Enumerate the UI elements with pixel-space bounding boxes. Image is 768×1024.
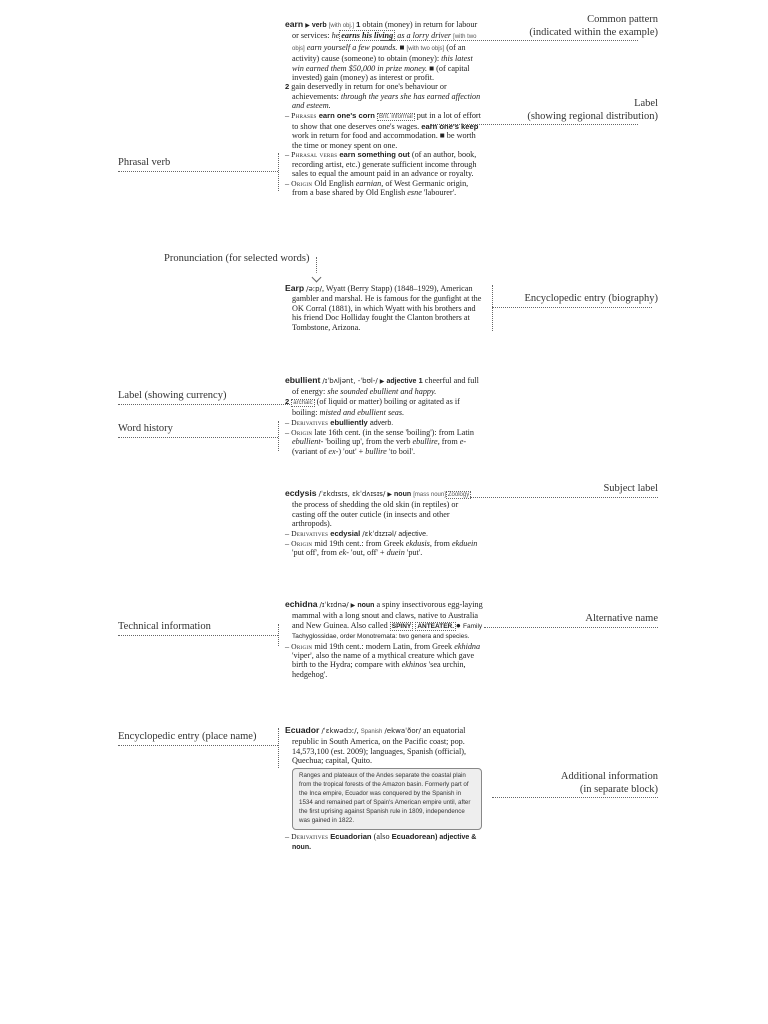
- section-label: Origin: [291, 539, 313, 549]
- annotation-word-history: [118, 423, 173, 436]
- leader-line: [118, 404, 292, 405]
- origin-text: 'put'.: [406, 548, 423, 558]
- annotation-label-regional: [527, 98, 658, 123]
- headword: echidna: [285, 599, 318, 609]
- leader-line: [380, 40, 638, 41]
- square-bullet: ■: [429, 63, 435, 73]
- definition: (of capital invested) gain (money) as interest or profit.: [292, 63, 470, 83]
- origin-text: ) 'out' +: [338, 446, 364, 456]
- leader-line: [430, 124, 638, 125]
- leader-bracket: [492, 285, 493, 331]
- origin-text: , from: [437, 437, 458, 447]
- origin-text: 'put off', from: [292, 548, 337, 558]
- bullet: ●: [456, 620, 461, 630]
- part-of-speech: adverb.: [369, 419, 394, 427]
- origin-text: 'labourer'.: [423, 187, 457, 197]
- part-of-speech: adjective.: [398, 530, 428, 538]
- entry-echidna: [285, 600, 483, 679]
- sense-number: 2: [285, 396, 290, 406]
- annotation-text: Word history: [118, 423, 173, 434]
- derivative-text: (also: [373, 832, 390, 841]
- origin-word: bullire: [365, 446, 387, 456]
- origin-text: , of West Germanic origin, from a base shared by Old English: [292, 178, 469, 197]
- derivative: ebulliently: [330, 417, 368, 427]
- annotation-text: Encyclopedic entry (place name): [118, 731, 257, 742]
- leader-bracket: [278, 624, 279, 646]
- origin-text: 'to boil'.: [388, 446, 416, 456]
- leader-line: [118, 635, 278, 636]
- origin-text: mid 19th cent.: from Greek: [314, 539, 404, 549]
- triangle-icon: ▶: [305, 23, 310, 29]
- origin-text: , from: [429, 539, 450, 549]
- definition: put in a lot of effort to show that one deserves one's wages.: [292, 110, 481, 132]
- derivative: ecdysial: [330, 528, 361, 538]
- square-bullet: ■: [399, 42, 405, 52]
- annotation-text: Pronunciation (for selected words): [164, 253, 310, 264]
- pronunciation: /əːp/: [306, 285, 322, 293]
- pronunciation: /ˈɛkdɪsɪs, ɛkˈdʌɪsɪs/: [318, 490, 386, 498]
- sense-number: 1: [356, 20, 361, 29]
- leader-bracket: [278, 153, 279, 191]
- example: she sounded ebullient and happy.: [327, 387, 437, 397]
- definition: work in return for food and accommodation.: [292, 131, 438, 141]
- origin-word: ekhinos: [401, 660, 427, 670]
- pronunciation: /ɪˈbʌljənt, -ˈbʊl-/: [322, 377, 378, 385]
- annotation-encyclopedic-place: [118, 731, 256, 744]
- headword: Ecuador: [285, 725, 320, 735]
- annotation-subject-label: [603, 483, 658, 496]
- technical-info: Family Tachyglossidae, order Monotremata: two genera and species.: [292, 622, 483, 641]
- origin-word: ekdusis: [405, 539, 430, 549]
- origin-text: Old English: [314, 178, 354, 188]
- grammar-label: [with obj.]: [328, 23, 355, 29]
- regional-label: Brit. informal: [378, 113, 413, 120]
- annotation-text: (indicated within the example): [529, 26, 658, 38]
- additional-info-box: [292, 768, 482, 830]
- leader-line: [118, 171, 278, 172]
- leader-line: [484, 627, 658, 628]
- annotation-text: Technical information: [118, 621, 211, 632]
- origin-text: 'boiling up', from the verb: [325, 437, 411, 447]
- headword: ebullient: [285, 375, 321, 385]
- annotation-common-pattern: [529, 14, 658, 39]
- annotation-text: Label: [634, 98, 658, 109]
- annotation-text: Label (showing currency): [118, 390, 227, 401]
- origin-word: e-: [459, 437, 467, 447]
- dash: –: [285, 110, 290, 120]
- origin-word: ekhidna: [454, 641, 481, 651]
- definition: a spiny insectivorous egg-laying mammal with a long snout and claws, native to Australia and New Guinea. Also called: [292, 600, 483, 630]
- origin-text: mid 19th cent.: modern Latin, from Greek: [314, 641, 453, 651]
- definition: an equatorial republic in South America, on the Pacific coast; pop. 14,573,100 (est. 2009); languages, Spanish (official), Quechua; capital, Quito.: [292, 726, 467, 766]
- annotation-text: Additional information: [560, 771, 658, 782]
- phrase: earn one's keep: [421, 122, 479, 132]
- entry-earp: [285, 284, 483, 332]
- annotation-label-currency: [118, 390, 226, 403]
- part-of-speech: ) adjective & noun.: [292, 834, 477, 852]
- origin-text: 'viper', also the name of a mythical creature which gave birth to the Hydra; compare with: [292, 651, 475, 670]
- annotation-alternative-name: [585, 613, 658, 626]
- leader-bracket: [278, 728, 279, 768]
- origin-word: esne: [407, 187, 422, 197]
- section-label: Origin: [291, 641, 313, 651]
- phrase: earn one's corn: [318, 110, 375, 120]
- definition: obtain (money) in return for labour or services:: [292, 20, 478, 41]
- example: he: [331, 31, 340, 41]
- grammar-label: [mass noun]: [413, 492, 446, 498]
- section-label: Derivatives: [291, 832, 329, 841]
- sense-number: 2: [285, 82, 290, 92]
- language-label: Spanish: [360, 729, 383, 735]
- leader-line: [492, 797, 658, 798]
- common-pattern: earns his living: [341, 31, 394, 41]
- example: earn yourself a few pounds.: [306, 42, 398, 52]
- definition: the process of shedding the old skin (in reptiles) or casting off the outer cuticle (in insects and other arthropods).: [292, 500, 459, 529]
- alternative-name: SPINY: [391, 622, 412, 630]
- pronunciation: /ekwaˈðor/: [384, 727, 421, 735]
- headword: ecdysis: [285, 488, 317, 498]
- annotation-text: Alternative name: [585, 613, 658, 624]
- annotation-technical-info: [118, 621, 211, 634]
- leader-line: [118, 437, 278, 438]
- annotation-pronunciation: [164, 253, 310, 266]
- headword: earn: [285, 19, 304, 29]
- entry-ecdysis: [285, 489, 483, 558]
- leader-line: [470, 497, 658, 498]
- annotation-additional-info: [561, 771, 658, 796]
- definition: (of liquid or matter) boiling or agitated as if boiling:: [292, 396, 460, 418]
- dash: –: [285, 539, 290, 549]
- dash: –: [285, 178, 290, 188]
- definition: be worth the time or money spent on one.: [292, 131, 476, 150]
- sense-number: 1: [418, 376, 423, 385]
- part-of-speech: noun: [357, 602, 375, 609]
- annotation-phrasal-verb: [118, 157, 170, 170]
- triangle-icon: ▶: [350, 603, 356, 609]
- part-of-speech: adjective: [386, 378, 417, 385]
- origin-word: duein: [386, 548, 405, 558]
- origin-text: (variant of: [292, 446, 327, 456]
- square-bullet: ■: [439, 131, 445, 141]
- entry-ecuador: Ecuador /ˈɛkwədɔː/, Spanish /ekwaˈðor/ an equatorial republic in South America, on the Pacific coast; pop. 14,573,100 (est. 2009); languages, Spanish (official), Quechua; capital, Quito.: [285, 725, 467, 766]
- alternative-name: ANTEATER.: [417, 622, 455, 630]
- currency-label: archaic: [293, 399, 313, 406]
- section-label: Derivatives: [291, 417, 329, 427]
- origin-word: ex-: [328, 446, 339, 456]
- annotation-text: (in separate block): [579, 783, 658, 795]
- part-of-speech: noun: [394, 491, 412, 498]
- pronunciation: /ɪˈkɪdnə/: [319, 601, 349, 609]
- origin-word: earnian: [355, 178, 382, 188]
- annotation-text: Encyclopedic entry (biography): [524, 293, 658, 304]
- origin-word: ek-: [338, 548, 349, 558]
- pronunciation: /ɛkˈdɪzɪəl/: [362, 529, 397, 538]
- grammar-label: [with two objs]: [292, 34, 477, 52]
- additional-info-text: Ranges and plateaux of the Andes separate the coastal plain from the tropical forests of the Amazon basin. Formerly part of the Inca empire, Ecuador was conquered by the Spanish in 1534 and remained part of Spain's American empire until, after the first uprising against Spanish rule in 1809, independence was gained in 1822.: [299, 772, 471, 824]
- annotation-text: Phrasal verb: [118, 157, 171, 168]
- entry-earn: [285, 20, 483, 197]
- example: through the years she has earned affection and esteem.: [292, 91, 481, 111]
- triangle-icon: ▶: [387, 492, 392, 498]
- dash: –: [285, 417, 290, 427]
- example: this latest win earned them $50,000 in prize money.: [292, 54, 473, 73]
- origin-text: 'out, off' +: [350, 548, 385, 558]
- dash: –: [285, 641, 290, 651]
- annotation-encyclopedic-biography: [524, 293, 658, 306]
- entry-ecuador-derivatives: [285, 832, 483, 853]
- phrasal-verb: earn something out: [339, 150, 410, 160]
- origin-word: ebullire: [412, 437, 438, 447]
- grammar-label: [with two objs]: [406, 45, 445, 52]
- leader-bracket: [278, 421, 279, 451]
- definition: (of an activity) cause (someone) to obtain (money):: [292, 42, 466, 64]
- origin-word: ebullient-: [292, 437, 324, 447]
- section-label: Phrasal verbs: [291, 150, 338, 160]
- section-label: Phrases: [291, 110, 317, 120]
- definition: cheerful and full of energy:: [292, 376, 479, 397]
- dash: –: [285, 150, 290, 160]
- origin-word: ekduein: [451, 539, 478, 549]
- triangle-icon: ▶: [379, 379, 385, 385]
- pronunciation: /ˈɛkwədɔː/: [321, 727, 357, 735]
- section-label: Derivatives: [291, 528, 329, 538]
- example: as a lorry driver: [397, 31, 452, 41]
- section-label: Origin: [291, 428, 313, 438]
- derivative: Ecuadorian: [330, 832, 372, 841]
- arrow-down-icon: [312, 273, 322, 283]
- dash: –: [285, 428, 290, 438]
- leader-line: [118, 745, 278, 746]
- definition: , Wyatt (Berry Stapp) (1848–1929), American gambler and marshal. He is famous for the gunfight at the OK Corral (1881), in which Wyatt with his brothers and his friend Doc Holliday fought the Clanton brothers at Tombstone, Arizona.: [292, 284, 482, 332]
- section-label: Origin: [291, 178, 313, 188]
- annotation-text: (showing regional distribution): [527, 110, 658, 122]
- definition: (of an author, book, recording artist, etc.) generate sufficient income through sales to equal the amount paid in an advance or royalty.: [292, 150, 477, 179]
- derivative: Ecuadorean: [391, 832, 436, 841]
- origin-text: 'sea urchin, hedgehog'.: [292, 660, 466, 679]
- subject-label: Zoology: [447, 492, 470, 498]
- origin-text: late 16th cent. (in the sense 'boiling'): from Latin: [314, 428, 474, 438]
- part-of-speech: verb: [311, 22, 327, 29]
- dash: –: [285, 832, 290, 841]
- annotation-text: Common pattern: [587, 14, 658, 25]
- leader-line: [492, 307, 652, 308]
- dash: –: [285, 528, 290, 538]
- annotation-text: Subject label: [603, 483, 658, 494]
- definition: gain deservedly in return for one's behaviour or achievements:: [291, 82, 447, 101]
- headword: Earp: [285, 283, 305, 293]
- example: misted and ebullient seas.: [319, 408, 405, 418]
- entry-ebullient: [285, 376, 483, 456]
